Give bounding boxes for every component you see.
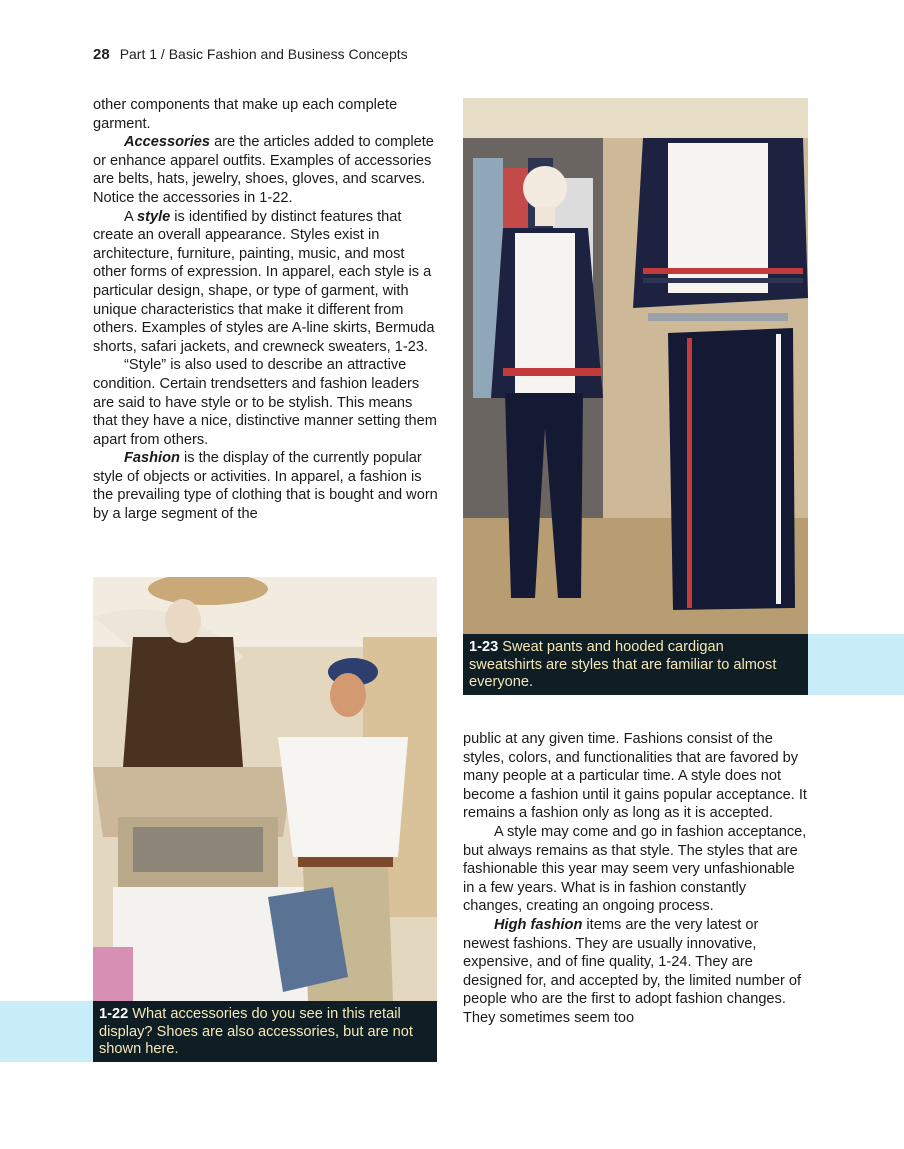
caption-text: Sweat pants and hooded cardigan sweatshirts are styles that are familiar to almost everyone. [469, 639, 777, 691]
paragraph-accessories: Accessories are the articles added to complete or enhance apparel outfits. Examples of accessories are belts, hats, jewelry, shoes, gloves, and scarves. Notice the accessories in 1-22. [93, 134, 434, 206]
caption-accent-band [0, 1001, 93, 1062]
left-text-column [93, 96, 440, 524]
figure-number: 1-22 [99, 1006, 129, 1022]
paragraph-style: A style is identified by distinct features that create an overall appearance. Styles exist in architecture, furniture, painting, music, and most other forms of expression. In apparel, each style is a particular design, shape, or type of garment, with unique characteristics that make it different from others. Examples of styles are A-line skirts, Bermuda shorts, safari jackets, and crewneck sweaters, 1-23. [93, 208, 435, 355]
photo-mannequin-sweatsuits [463, 98, 808, 634]
paragraph-fashion: Fashion is the display of the currently popular style of objects or activities. In apparel, a fashion is the prevailing type of clothing that is bought and worn by a large segment of the [93, 450, 438, 523]
page-number: 28 [93, 46, 110, 63]
running-title: Part 1 / Basic Fashion and Business Concepts [119, 46, 408, 62]
term-fashion: Fashion [124, 450, 180, 467]
paragraph: A style may come and go in fashion acceptance, but always remains as that style. The styles that are fashionable this year may seem very unfashionable in a few years. What is in fashion constantly changes, creating an ongoing process. [463, 823, 807, 915]
right-text-column [463, 730, 808, 1028]
figure-caption-1-22 [93, 1001, 437, 1062]
paragraph-high-fashion: High fashion items are the very latest or newest fashions. They are usually innovative, expensive, and of fine quality, 1-24. They are designed for, and accepted by, the limited number of people who are the first to adopt fashion changes. They sometimes seem too [463, 916, 802, 1026]
paragraph-style-condition: “Style” is also used to describe an attractive condition. Certain trendsetters and fashion leaders are said to have style or to be stylish. This means that they have a nice, distinctive manner setting them apart from others. [93, 357, 437, 448]
term-high-fashion: High fashion [494, 916, 583, 933]
caption-accent-band [808, 634, 904, 695]
running-header [93, 46, 408, 63]
term-accessories: Accessories [124, 134, 211, 151]
term-style: style [136, 208, 171, 225]
figure-number: 1-23 [469, 639, 499, 655]
paragraph: other components that make up each complete garment. [93, 97, 398, 132]
paragraph: public at any given time. Fashions consist of the styles, colors, and functionalities that are favored by many people at a particular time. A style does not become a fashion until it gains popular acceptance. It remains a fashion only as long as it is accepted. [463, 731, 807, 822]
figure-caption-1-23 [463, 634, 808, 695]
caption-text: What accessories do you see in this retail display? Shoes are also accessories, but are not shown here. [99, 1006, 413, 1058]
photo-accessories-display [93, 577, 437, 1001]
